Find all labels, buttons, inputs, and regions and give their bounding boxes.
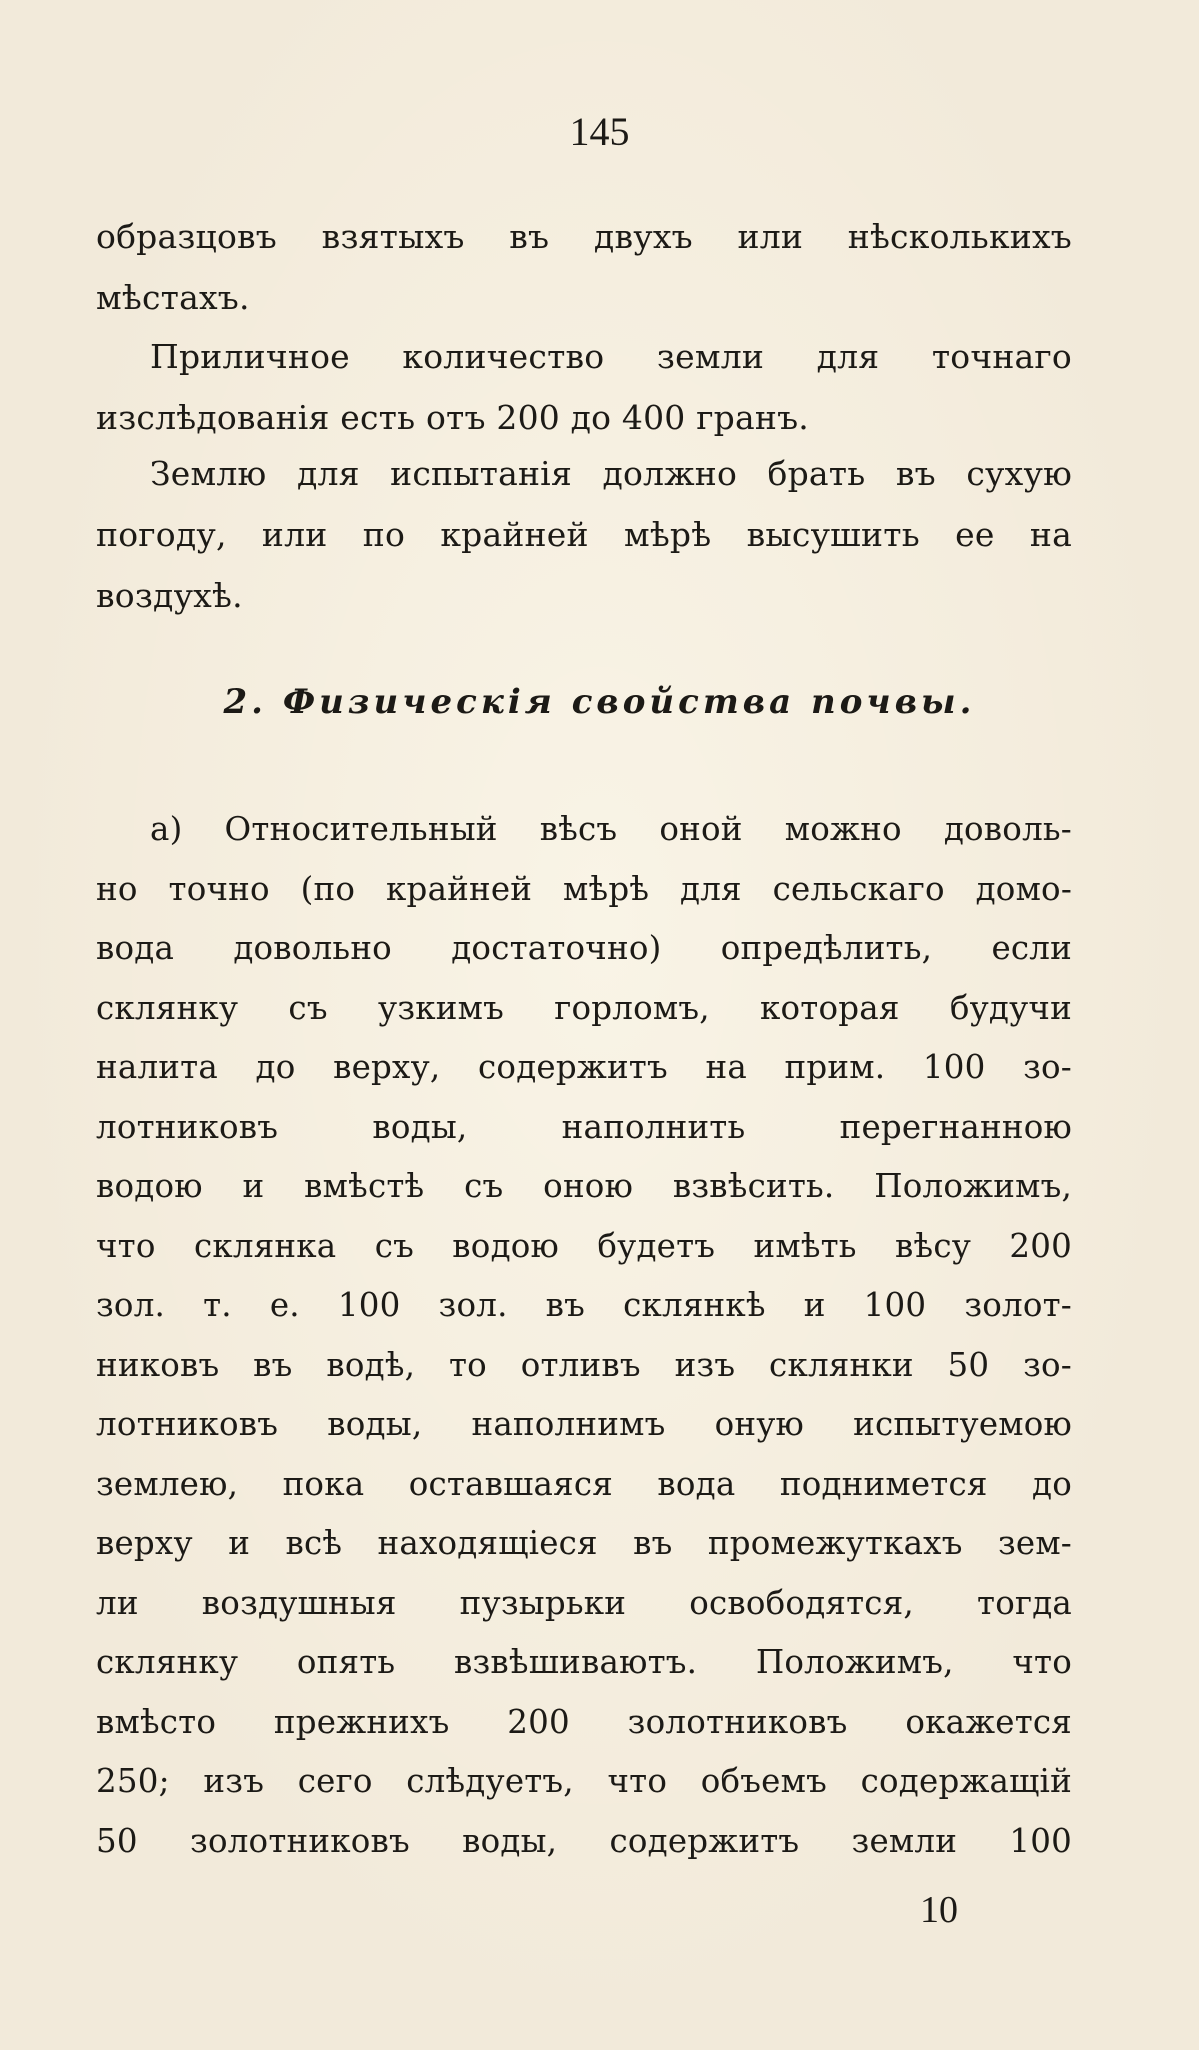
text-line: изслѣдованія есть отъ 200 до 400 гранъ. xyxy=(96,398,809,437)
text-line: погоду, или по крайней мѣрѣ высушить ее на xyxy=(96,515,1072,554)
text-line: землею, пока оставшаяся вода поднимется до xyxy=(96,1464,1072,1503)
text-line: а) Относительный вѣсъ оной можно доволь- xyxy=(150,810,1072,848)
text-line: ли воздушныя пузырьки освободятся, тогда xyxy=(96,1583,1072,1622)
text-line: никовъ въ водѣ, то отливъ изъ склянки 50 зо- xyxy=(96,1345,1072,1384)
paragraph-dry-weather xyxy=(96,443,1072,626)
text-line: что склянка съ водою будетъ имѣть вѣсу 200 xyxy=(96,1226,1072,1265)
text-line: воздухѣ. xyxy=(96,576,243,615)
text-line: но точно (по крайней мѣрѣ для сельскаго домо- xyxy=(96,869,1072,908)
text-line: склянку опять взвѣшиваютъ. Положимъ, что xyxy=(96,1643,1072,1681)
text-line: вода довольно достаточно) опредѣлить, если xyxy=(96,929,1072,967)
text-line: мѣстахъ. xyxy=(96,278,250,317)
text-line: склянку съ узкимъ горломъ, которая будучи xyxy=(96,988,1072,1027)
text-line: зол. т. е. 100 зол. въ склянкѣ и 100 золот- xyxy=(96,1286,1072,1324)
text-line: лотниковъ воды, наполнимъ оную испытуемою xyxy=(96,1405,1072,1443)
text-line: лотниковъ воды, наполнить перегнанною xyxy=(96,1107,1072,1146)
signature-mark: 10 xyxy=(920,1889,958,1931)
text-line: образцовъ взятыхъ въ двухъ или нѣсколькихъ xyxy=(96,217,1072,256)
text-line: верху и всѣ находящіеся въ промежуткахъ зем- xyxy=(96,1524,1072,1562)
page-number: 145 xyxy=(569,109,630,154)
text-line: налита до верху, содержитъ на прим. 100 зо- xyxy=(96,1048,1072,1086)
text-line: Землю для испытанія должно брать въ сухую xyxy=(150,454,1072,493)
paragraph-continuation xyxy=(96,206,1072,328)
text-line: вмѣсто прежнихъ 200 золотниковъ окажется xyxy=(96,1702,1072,1741)
text-line: Приличное количество земли для точнаго xyxy=(150,337,1072,376)
section-heading: 2. Физическія свойства почвы. xyxy=(223,682,976,722)
text-line: 250; изъ сего слѣдуетъ, что объемъ содержащій xyxy=(96,1762,1072,1800)
text-line: водою и вмѣстѣ съ оною взвѣсить. Положимъ, xyxy=(96,1167,1072,1205)
paragraph-soil-quantity xyxy=(96,326,1072,448)
paragraph-relative-weight xyxy=(96,800,1072,1871)
text-line: 50 золотниковъ воды, содержитъ земли 100 xyxy=(96,1821,1072,1860)
